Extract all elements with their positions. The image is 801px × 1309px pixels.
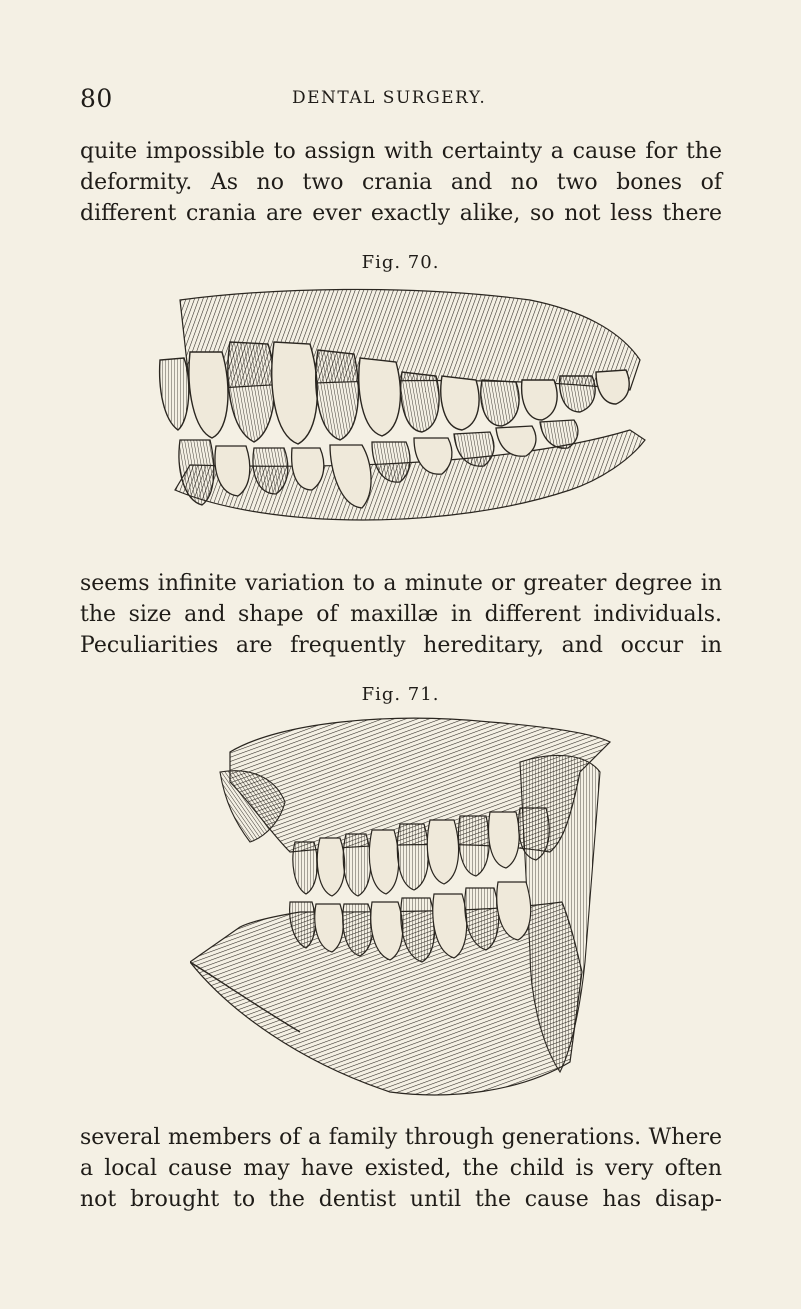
text-line: not brought to the dentist until the cause has disap- xyxy=(80,1187,722,1212)
text-line: deformity. As no two crania and no two bones of xyxy=(80,170,722,195)
page-number: 80 xyxy=(80,84,113,113)
figure-71-jaw-illustration xyxy=(190,712,614,1102)
figure-70-teeth-illustration xyxy=(150,280,652,542)
figure-70-caption: Fig. 70. xyxy=(361,252,440,273)
text-line: several members of a family through generations. Where xyxy=(80,1125,722,1150)
paragraph-2 xyxy=(80,568,722,661)
text-line: quite impossible to assign with certainty a cause for the xyxy=(80,139,722,164)
paragraph-1 xyxy=(80,136,722,229)
text-line: seems infinite variation to a minute or greater degree in xyxy=(80,571,722,596)
text-line: Peculiarities are frequently hereditary, and occur in xyxy=(80,633,722,658)
running-title: DENTAL SURGERY. xyxy=(292,88,487,108)
text-line: a local cause may have existed, the child is very often xyxy=(80,1156,722,1181)
running-head xyxy=(80,84,720,114)
text-line: different crania are ever exactly alike, so not less there xyxy=(80,201,722,226)
figure-71-caption: Fig. 71. xyxy=(361,684,440,705)
paragraph-3 xyxy=(80,1122,722,1215)
text-line: the size and shape of maxillæ in different individuals. xyxy=(80,602,722,627)
